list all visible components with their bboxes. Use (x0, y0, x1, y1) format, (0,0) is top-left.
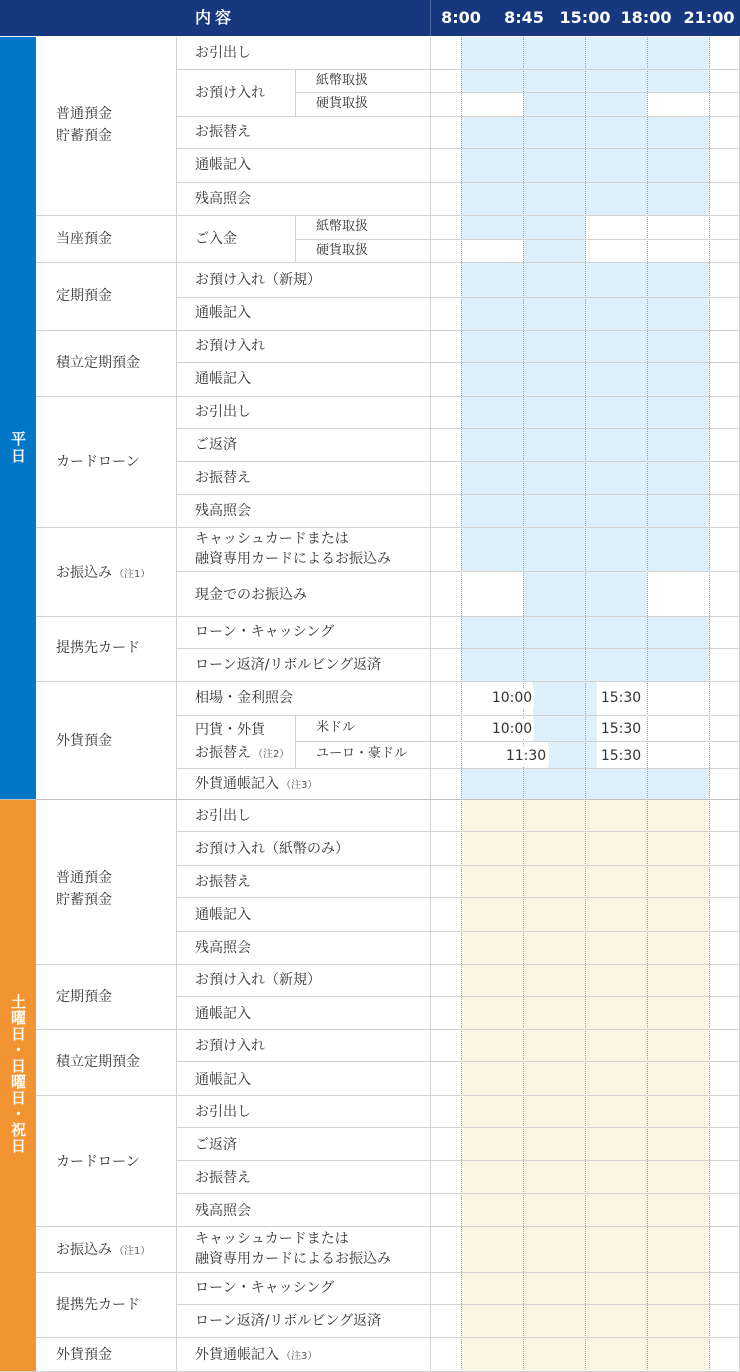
timeline-2100 (709, 37, 710, 1372)
we-partner-cashing: ローン・キャッシング (195, 1280, 335, 1296)
row-line (36, 1029, 740, 1030)
wd-gaika-usd-start: 10:00 (491, 721, 533, 737)
category-teiki-yokin: 定期預金 (56, 288, 112, 304)
wd-toza-coins: 硬貨取扱 (316, 243, 369, 258)
category-tsumitate: 積立定期預金 (56, 355, 140, 371)
weekday-section-bar (0, 37, 36, 799)
row-line (176, 1127, 740, 1128)
time-label-0800: 8:00 (441, 8, 481, 27)
wd-loan-repay: ご返済 (195, 437, 237, 453)
we-card-transfer: キャッシュカードまたは 融資専用カードによるお振込み (195, 1231, 391, 1267)
row-line (176, 69, 740, 70)
row-line (36, 215, 740, 216)
row-line (176, 1304, 740, 1305)
row-line (295, 239, 740, 240)
row-line (36, 396, 740, 397)
category-gaika: 外貨預金 (56, 733, 112, 749)
we-futsu-passbook: 通帳記入 (195, 907, 251, 923)
category-toza-yokin: 当座預金 (56, 231, 112, 247)
wd-cash-transfer: 現金でのお振込み (195, 587, 307, 603)
wd-futsu-withdraw: お引出し (195, 45, 251, 61)
time-label-1800: 18:00 (620, 8, 672, 27)
gap-toza-bills-late (586, 216, 710, 240)
weekend-section-bar (0, 800, 36, 1372)
row-line (176, 996, 740, 997)
row-line (36, 964, 740, 965)
row-line (176, 648, 740, 649)
wd-loan-balance: 残高照会 (195, 503, 251, 519)
wd-gaika-rate-start: 10:00 (491, 690, 533, 706)
row-line (295, 741, 740, 742)
we-teiki-passbook: 通帳記入 (195, 1006, 251, 1022)
wd-futsu-balance: 残高照会 (195, 191, 251, 207)
row-line (36, 616, 740, 617)
row-line (176, 1160, 740, 1161)
wd-gaika-exchange: 円貨・外貨 お振替え （注2） (195, 722, 290, 761)
gap-toza-coins-late (586, 240, 710, 262)
row-line (176, 297, 740, 298)
wd-card-transfer: キャッシュカードまたは 融資専用カードによるお振込み (195, 531, 391, 567)
header-divider (430, 0, 431, 36)
row-line (176, 571, 740, 572)
content-header: 内容 (194, 8, 235, 27)
category-card-loan: カードローン (56, 454, 140, 470)
row-line (176, 715, 740, 716)
wd-toza-deposit: ご入金 (195, 231, 237, 247)
row-line (176, 148, 740, 149)
we-loan-balance: 残高照会 (195, 1203, 251, 1219)
row-line (36, 1272, 740, 1273)
wd-futsu-bills: 紙幣取扱 (316, 73, 369, 88)
timeline-1800 (647, 37, 648, 1372)
row-line (36, 262, 740, 263)
row-line (176, 461, 740, 462)
note-1: （注1） (114, 569, 151, 580)
wd-gaika-passbook: 外貨通帳記入 （注3） (195, 776, 318, 792)
we-tsumitate-deposit: お預け入れ (195, 1038, 265, 1054)
time-label-1500: 15:00 (559, 8, 611, 27)
gap-toza-coins-early (461, 240, 523, 262)
gap-coin-deposit-late (647, 93, 710, 116)
row-line (176, 494, 740, 495)
row-line (176, 931, 740, 932)
row-line (176, 897, 740, 898)
row-line (176, 116, 740, 117)
we-futsu-deposit: お預け入れ（紙幣のみ） (195, 841, 349, 857)
row-line (176, 428, 740, 429)
wd-toza-bills: 紙幣取扱 (316, 219, 369, 234)
row-line (36, 1095, 740, 1096)
wd-gaika-rate: 相場・金利照会 (195, 690, 293, 706)
timeline-1500 (585, 37, 586, 1372)
we-category-furikomi: お振込み （注1） (56, 1242, 151, 1258)
we-category-teiki: 定期預金 (56, 989, 112, 1005)
we-teiki-deposit: お預け入れ（新規） (195, 972, 321, 988)
wd-futsu-transfer: お振替え (195, 124, 251, 140)
wd-futsu-coins: 硬貨取扱 (316, 96, 369, 111)
category-furikomi: お振込み （注1） (56, 565, 151, 581)
we-futsu-withdraw: お引出し (195, 808, 251, 824)
wd-loan-transfer: お振替え (195, 470, 251, 486)
wd-partner-cashing: ローン・キャッシング (195, 624, 335, 640)
we-category-gaika: 外貨預金 (56, 1347, 112, 1363)
section-divider (0, 799, 740, 800)
we-futsu-transfer: お振替え (195, 874, 251, 890)
we-loan-transfer: お振替え (195, 1170, 251, 1186)
time-label-2100: 21:00 (683, 8, 735, 27)
row-line (36, 330, 740, 331)
wd-gaika-eur-end: 15:30 (598, 746, 644, 766)
we-loan-withdraw: お引出し (195, 1104, 251, 1120)
time-label-0845: 8:45 (504, 8, 544, 27)
we-category-partner-card: 提携先カード (56, 1297, 140, 1313)
wd-gaika-rate-end: 15:30 (598, 688, 644, 708)
wd-gaika-usd: 米ドル (316, 720, 356, 735)
category-partner-card: 提携先カード (56, 640, 140, 656)
row-line (176, 1193, 740, 1194)
wd-teiki-passbook: 通帳記入 (195, 305, 251, 321)
row-line (176, 362, 740, 363)
wd-loan-withdraw: お引出し (195, 404, 251, 420)
row-line (36, 527, 740, 528)
wd-tsumitate-deposit: お預け入れ (195, 338, 265, 354)
wd-gaika-eur: ユーロ・豪ドル (316, 746, 408, 761)
row-line (36, 1337, 740, 1338)
gap-coin-deposit-early (461, 93, 523, 116)
we-tsumitate-passbook: 通帳記入 (195, 1072, 251, 1088)
we-loan-repay: ご返済 (195, 1137, 237, 1153)
weekday-section-label: 平日 (9, 431, 27, 465)
we-gaika-passbook: 外貨通帳記入 （注3） (195, 1347, 318, 1363)
we-futsu-balance: 残高照会 (195, 940, 251, 956)
wd-futsu-deposit: お預け入れ (195, 85, 265, 101)
row-line (176, 865, 740, 866)
row-line (176, 768, 740, 769)
subcol-border-gaika (295, 716, 296, 768)
we-category-tsumitate: 積立定期預金 (56, 1054, 140, 1070)
category-futsu-yokin: 普通預金 貯蓄預金 (56, 106, 112, 144)
row-line (176, 182, 740, 183)
row-line (295, 92, 740, 93)
row-line (176, 1061, 740, 1062)
subcol-border-deposit (295, 70, 296, 116)
wd-futsu-passbook: 通帳記入 (195, 157, 251, 173)
we-category-card-loan: カードローン (56, 1154, 140, 1170)
gap-cash-transfer-late (647, 572, 710, 616)
wd-gaika-usd-end: 15:30 (598, 719, 644, 739)
row-line (176, 831, 740, 832)
row-line (36, 1226, 740, 1227)
wd-teiki-deposit: お預け入れ（新規） (195, 272, 321, 288)
gap-cash-transfer-early (461, 572, 523, 616)
wd-gaika-eur-start: 11:30 (503, 746, 549, 766)
category-column-border (176, 37, 177, 1372)
content-column-border (430, 37, 431, 1372)
we-category-futsu-yokin: 普通預金 貯蓄預金 (56, 870, 112, 908)
note-3: （注3） (281, 780, 318, 791)
row-line (36, 681, 740, 682)
wd-partner-repay: ローン返済/リボルビング返済 (195, 657, 382, 673)
timeline-0800 (461, 37, 462, 1372)
weekend-section-label: 土曜日・日曜日・祝日 (9, 994, 27, 1154)
we-partner-repay: ローン返済/リボルビング返済 (195, 1313, 382, 1329)
wd-tsumitate-passbook: 通帳記入 (195, 371, 251, 387)
note-2: （注2） (253, 749, 290, 760)
